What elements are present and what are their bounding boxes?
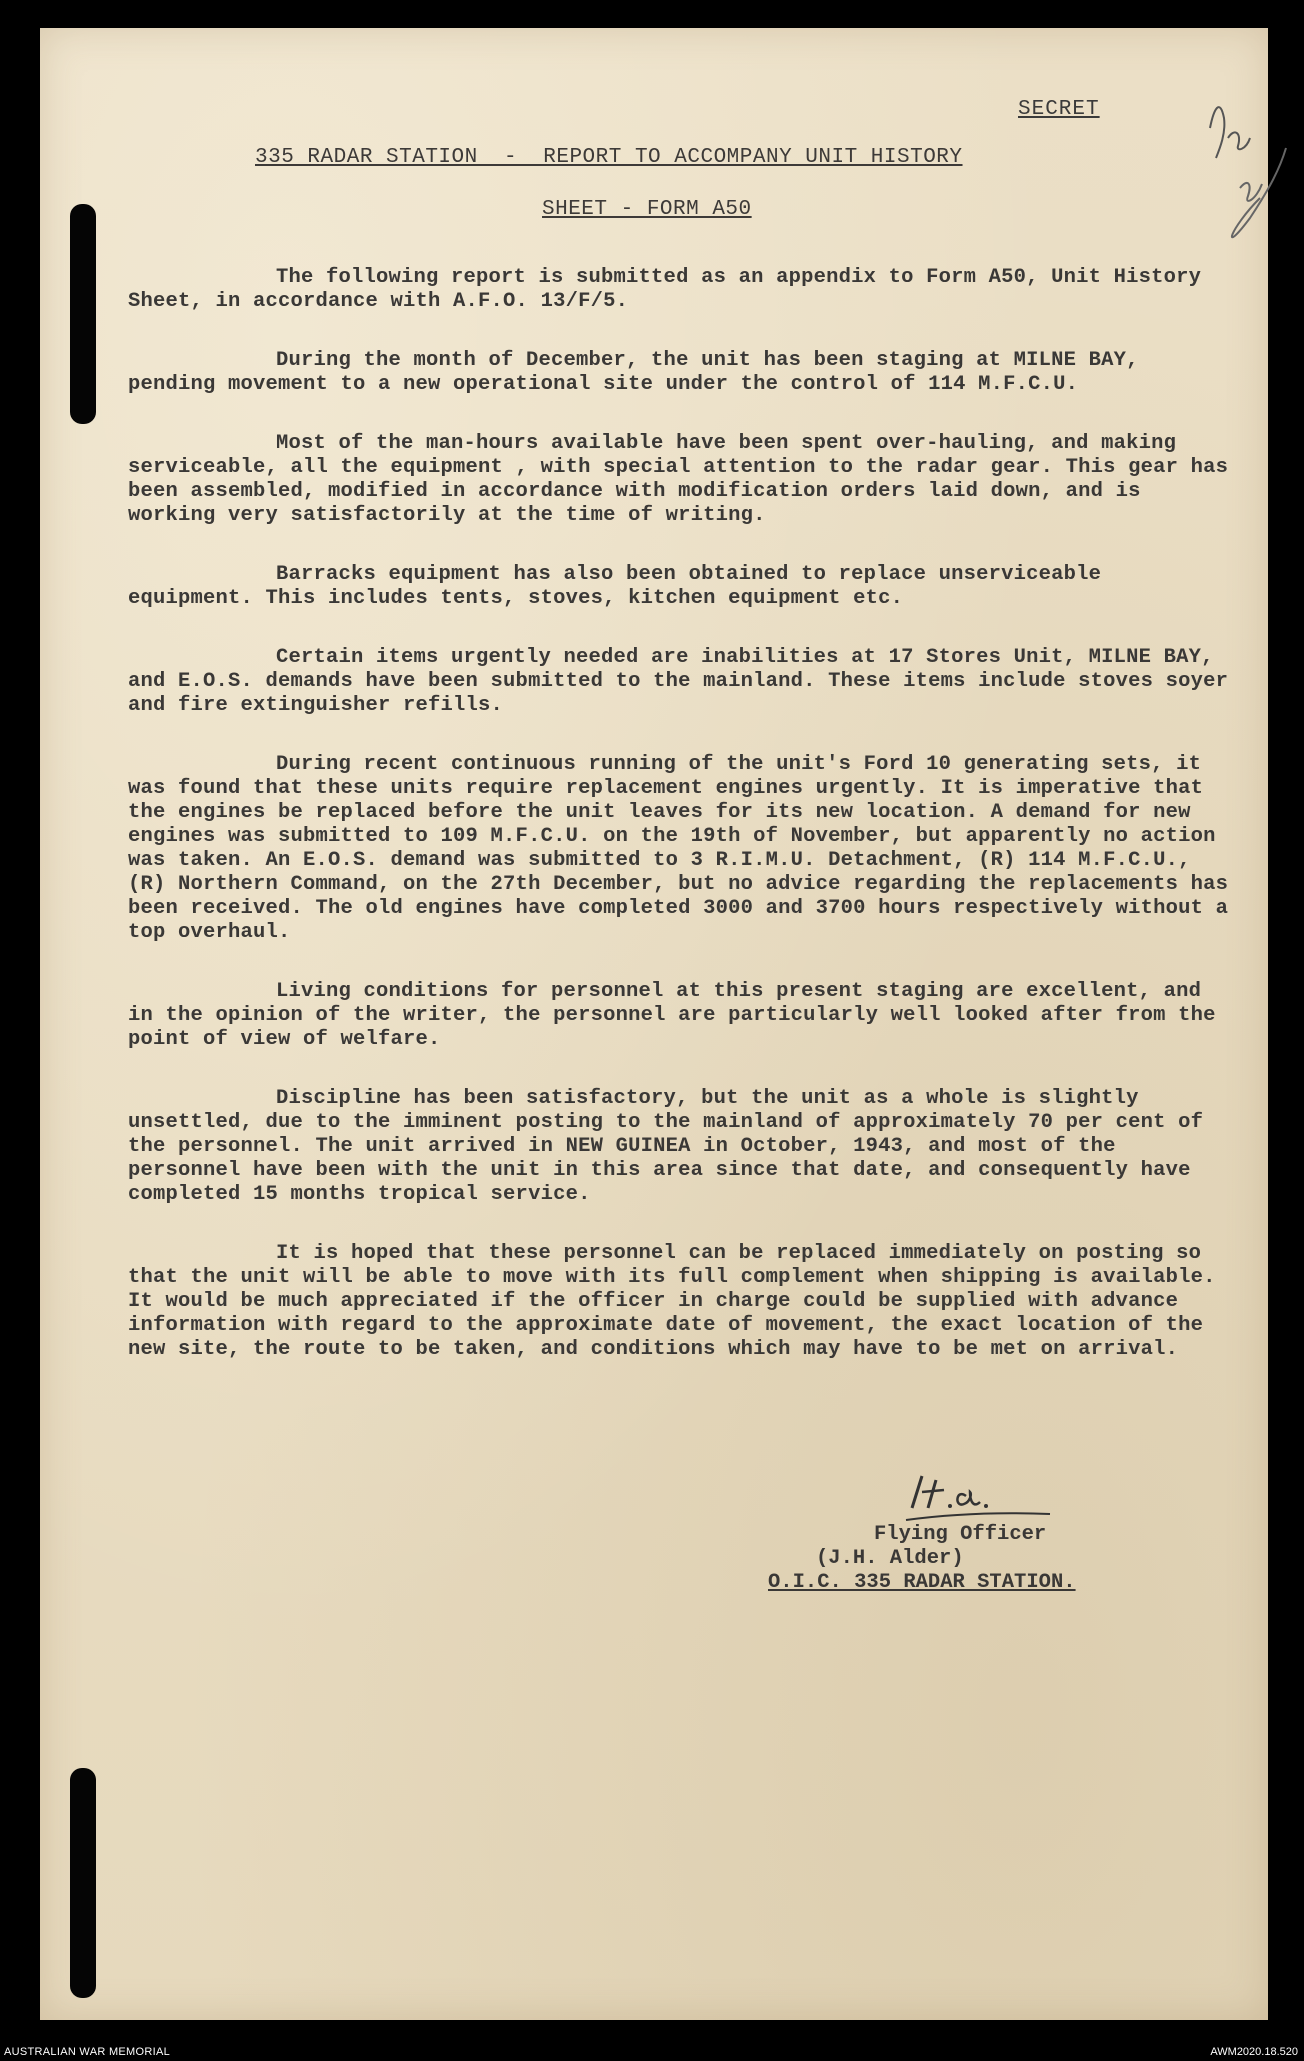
signature-unit: O.I.C. 335 RADAR STATION. — [768, 1571, 1076, 1594]
binder-clip-bottom — [70, 1768, 96, 1998]
handwritten-signature-icon — [900, 1468, 1060, 1528]
footer-accession-number: AWM2020.18.520 — [1210, 2046, 1298, 2058]
signature-block — [768, 1523, 1076, 1595]
paragraph-7: Living conditions for personnel at this present staging are excellent, and in the opinion of the writer, the personnel are particularly well looked after from the point of view of welfare. — [128, 980, 1216, 1051]
paragraph-4: Barracks equipment has also been obtained to replace unserviceable equipment. This includes tents, stoves, kitchen equipment etc. — [128, 563, 1102, 610]
classification-stamp: SECRET — [1018, 98, 1100, 121]
paragraph-6: During recent continuous running of the unit's Ford 10 generating sets, it was found that these units require replacement engines urgently. It is imperative that the engines be replaced before the unit leaves for its new location. A demand for new engines was submitted to 109 M.F.C.U. on the 19th of November, but apparently no action was taken. An E.O.S. demand was submitted to 3 R.I.M.U. Detachment, (R) 114 M.F.C.U., (R) Northern Command, on the 27th December, but no advice regarding the replacements has been received. The old engines have completed 3000 and 3700 hours respectively without a top overhaul. — [128, 753, 1229, 944]
report-body — [128, 266, 1238, 1397]
paragraph-9: It is hoped that these personnel can be replaced immediately on posting so that the unit will be able to move with its full complement when shipping is available. It would be much appreciated if the officer in charge could be supplied with advance information with regard to the approximate date of movement, the exact location of the new site, the route to be taken, and conditions which may have to be met on arrival. — [128, 1242, 1216, 1361]
paragraph-5: Certain items urgently needed are inabilities at 17 Stores Unit, MILNE BAY, and E.O.S. demands have been submitted to the mainland. These items include stoves soyer and fire extinguisher refills. — [128, 646, 1229, 717]
binder-clip-top — [70, 204, 96, 424]
signature-rank: Flying Officer — [874, 1523, 1047, 1546]
paragraph-1: The following report is submitted as an appendix to Form A50, Unit History Sheet, in accordance with A.F.O. 13/F/5. — [128, 266, 1202, 313]
footer-institution: AUSTRALIAN WAR MEMORIAL — [4, 2046, 171, 2058]
paragraph-2: During the month of December, the unit has been staging at MILNE BAY, pending movement to a new operational site under the control of 114 M.F.C.U. — [128, 349, 1139, 396]
document-subtitle: SHEET - FORM A50 — [542, 198, 752, 221]
signature-name: (J.H. Alder) — [816, 1547, 964, 1570]
handwritten-annotation-icon — [1190, 88, 1300, 248]
paragraph-3: Most of the man-hours available have been spent over-hauling, and making serviceable, all the equipment , with special attention to the radar gear. This gear has been assembled, modified in accordance with modification orders laid down, and is working very satisfactorily at the time of writing. — [128, 432, 1229, 527]
paragraph-8: Discipline has been satisfactory, but the unit as a whole is slightly unsettled, due to the imminent posting to the mainland of approximately 70 per cent of the personnel. The unit arrived in NEW GUINEA in October, 1943, and most of the personnel have been with the unit in this area since that date, and consequently have completed 15 months tropical service. — [128, 1087, 1204, 1206]
document-title: 335 RADAR STATION - REPORT TO ACCOMPANY UNIT HISTORY — [255, 146, 963, 169]
